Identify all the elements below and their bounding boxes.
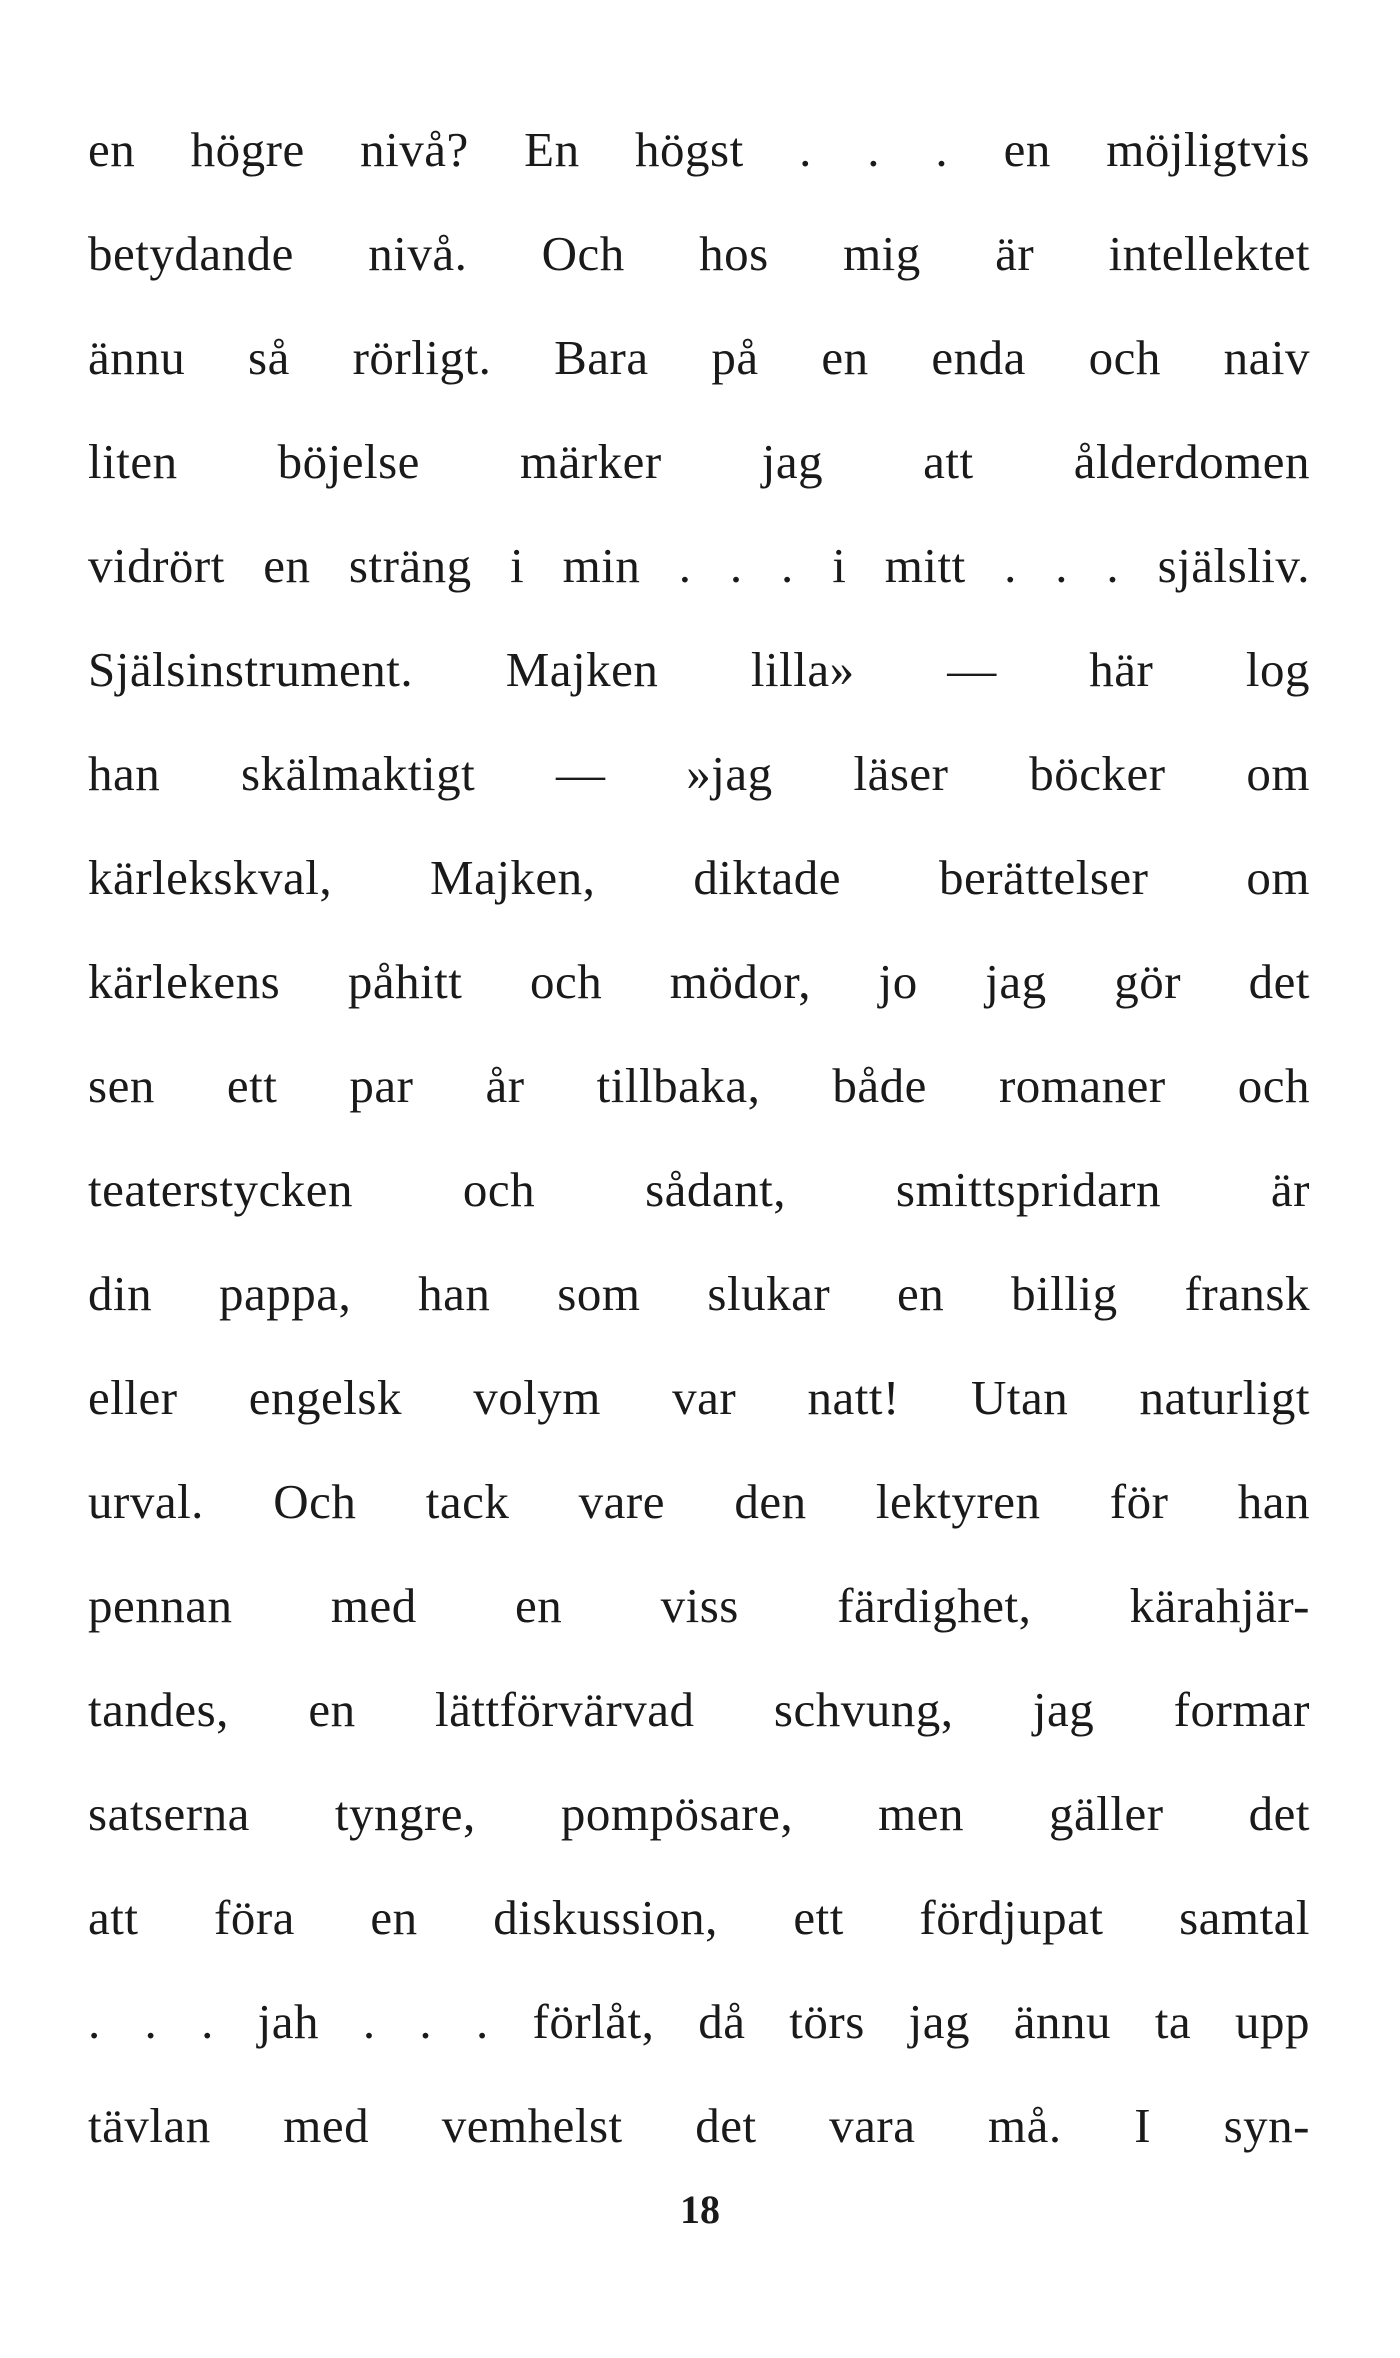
text-line: han skälmaktigt — »jag läser böcker om xyxy=(88,746,1310,801)
text-line: tandes, en lättförvärvad schvung, jag formar xyxy=(88,1682,1310,1737)
text-line: kärlekskval, Majken, diktade berättelser om xyxy=(88,850,1310,905)
text-line: . . . jah . . . förlåt, då törs jag ännu ta upp xyxy=(88,1994,1310,2049)
body-text xyxy=(88,98,1310,2178)
text-line: sen ett par år tillbaka, både romaner och xyxy=(88,1058,1310,1113)
text-line: vidrört en sträng i min . . . i mitt . . . själsliv. xyxy=(88,538,1310,593)
text-line: din pappa, han som slukar en billig fransk xyxy=(88,1266,1310,1321)
text-line: betydande nivå. Och hos mig är intellektet xyxy=(88,226,1310,281)
text-line: ännu så rörligt. Bara på en enda och naiv xyxy=(88,330,1310,385)
text-line: att föra en diskussion, ett fördjupat samtal xyxy=(88,1890,1310,1945)
text-line: teaterstycken och sådant, smittspridarn är xyxy=(88,1162,1310,1217)
text-line: Själsinstrument. Majken lilla» — här log xyxy=(88,642,1310,697)
page-number: 18 xyxy=(680,2187,720,2232)
text-line: en högre nivå? En högst . . . en möjligtvis xyxy=(88,122,1310,177)
text-line: tävlan med vemhelst det vara må. I syn- xyxy=(88,2098,1310,2153)
text-line: pennan med en viss färdighet, kärahjär- xyxy=(88,1578,1310,1633)
text-line: kärlekens påhitt och mödor, jo jag gör det xyxy=(88,954,1310,1009)
text-line: liten böjelse märker jag att ålderdomen xyxy=(88,434,1310,489)
text-line: urval. Och tack vare den lektyren för han xyxy=(88,1474,1310,1529)
text-line: satserna tyngre, pompösare, men gäller det xyxy=(88,1786,1310,1841)
text-line: eller engelsk volym var natt! Utan naturligt xyxy=(88,1370,1310,1425)
